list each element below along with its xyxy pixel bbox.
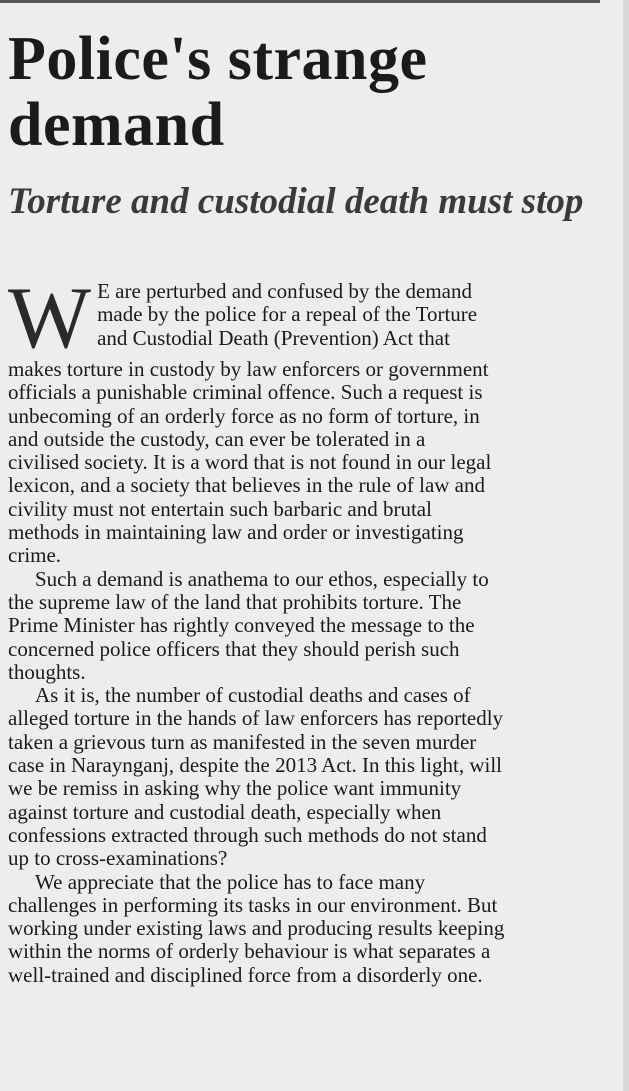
text-line: up to cross-examinations?	[8, 846, 228, 871]
top-rule	[0, 0, 600, 3]
text-line: well-trained and disciplined force from a disorderly one.	[8, 962, 483, 987]
text-line: taken a grievous turn as manifested in the seven murder	[8, 729, 477, 754]
article-body	[8, 270, 612, 987]
text-line: civility must not entertain such barbaric and brutal	[8, 496, 432, 521]
headline: Police's strange demand	[8, 25, 428, 159]
text-line: unbecoming of an orderly force as no form of torture, in	[8, 403, 480, 428]
subhead: Torture and custodial death must stop	[8, 181, 584, 222]
text-line: made by the police for a repeal of the Torture	[97, 302, 478, 327]
text-line: makes torture in custody by law enforcers or government	[8, 357, 489, 381]
text-line: the supreme law of the land that prohibits torture. The	[8, 589, 462, 614]
text-line: challenges in performing its tasks in our environment. But	[8, 892, 498, 917]
paragraph-2	[8, 568, 612, 684]
text-line: lexicon, and a society that believes in the rule of law and	[8, 473, 486, 498]
text-line: E are perturbed and confused by the demand	[97, 279, 472, 303]
text-line: crime.	[8, 543, 62, 568]
paragraph-3	[8, 684, 612, 870]
text-line: As it is, the number of custodial deaths and cases of	[35, 683, 471, 708]
text-line: against torture and custodial death, especially when	[8, 799, 442, 824]
text-line: Prime Minister has rightly conveyed the message to the	[8, 613, 475, 638]
text-line: We appreciate that the police has to face many	[35, 869, 426, 894]
text-line: case in Naraynganj, despite the 2013 Act. In this light, will	[8, 753, 502, 778]
text-line: and outside the custody, can ever be tolerated in a	[8, 426, 426, 451]
text-line: and Custodial Death (Prevention) Act that	[97, 325, 450, 350]
text-line: alleged torture in the hands of law enforcers has reportedly	[8, 706, 504, 731]
text-line: officials a punishable criminal offence. Such a request is	[8, 380, 483, 405]
text-line: Such a demand is anathema to our ethos, especially to	[35, 566, 489, 591]
text-line: confessions extracted through such methods do not stand	[8, 822, 487, 847]
text-line: civilised society. It is a word that is not found in our legal	[8, 450, 492, 475]
text-line: within the norms of orderly behaviour is what separates a	[8, 939, 491, 964]
paragraph-1	[8, 270, 612, 568]
text-line: thoughts.	[8, 659, 86, 684]
drop-cap: W	[8, 270, 92, 367]
text-line: we be remiss in asking why the police want immunity	[8, 776, 462, 801]
text-line: concerned police officers that they should perish such	[8, 636, 460, 661]
page-edge	[623, 0, 629, 1091]
text-line: working under existing laws and producing results keeping	[8, 916, 505, 941]
text-line: methods in maintaining law and order or investigating	[8, 520, 464, 545]
paragraph-4	[8, 871, 612, 987]
